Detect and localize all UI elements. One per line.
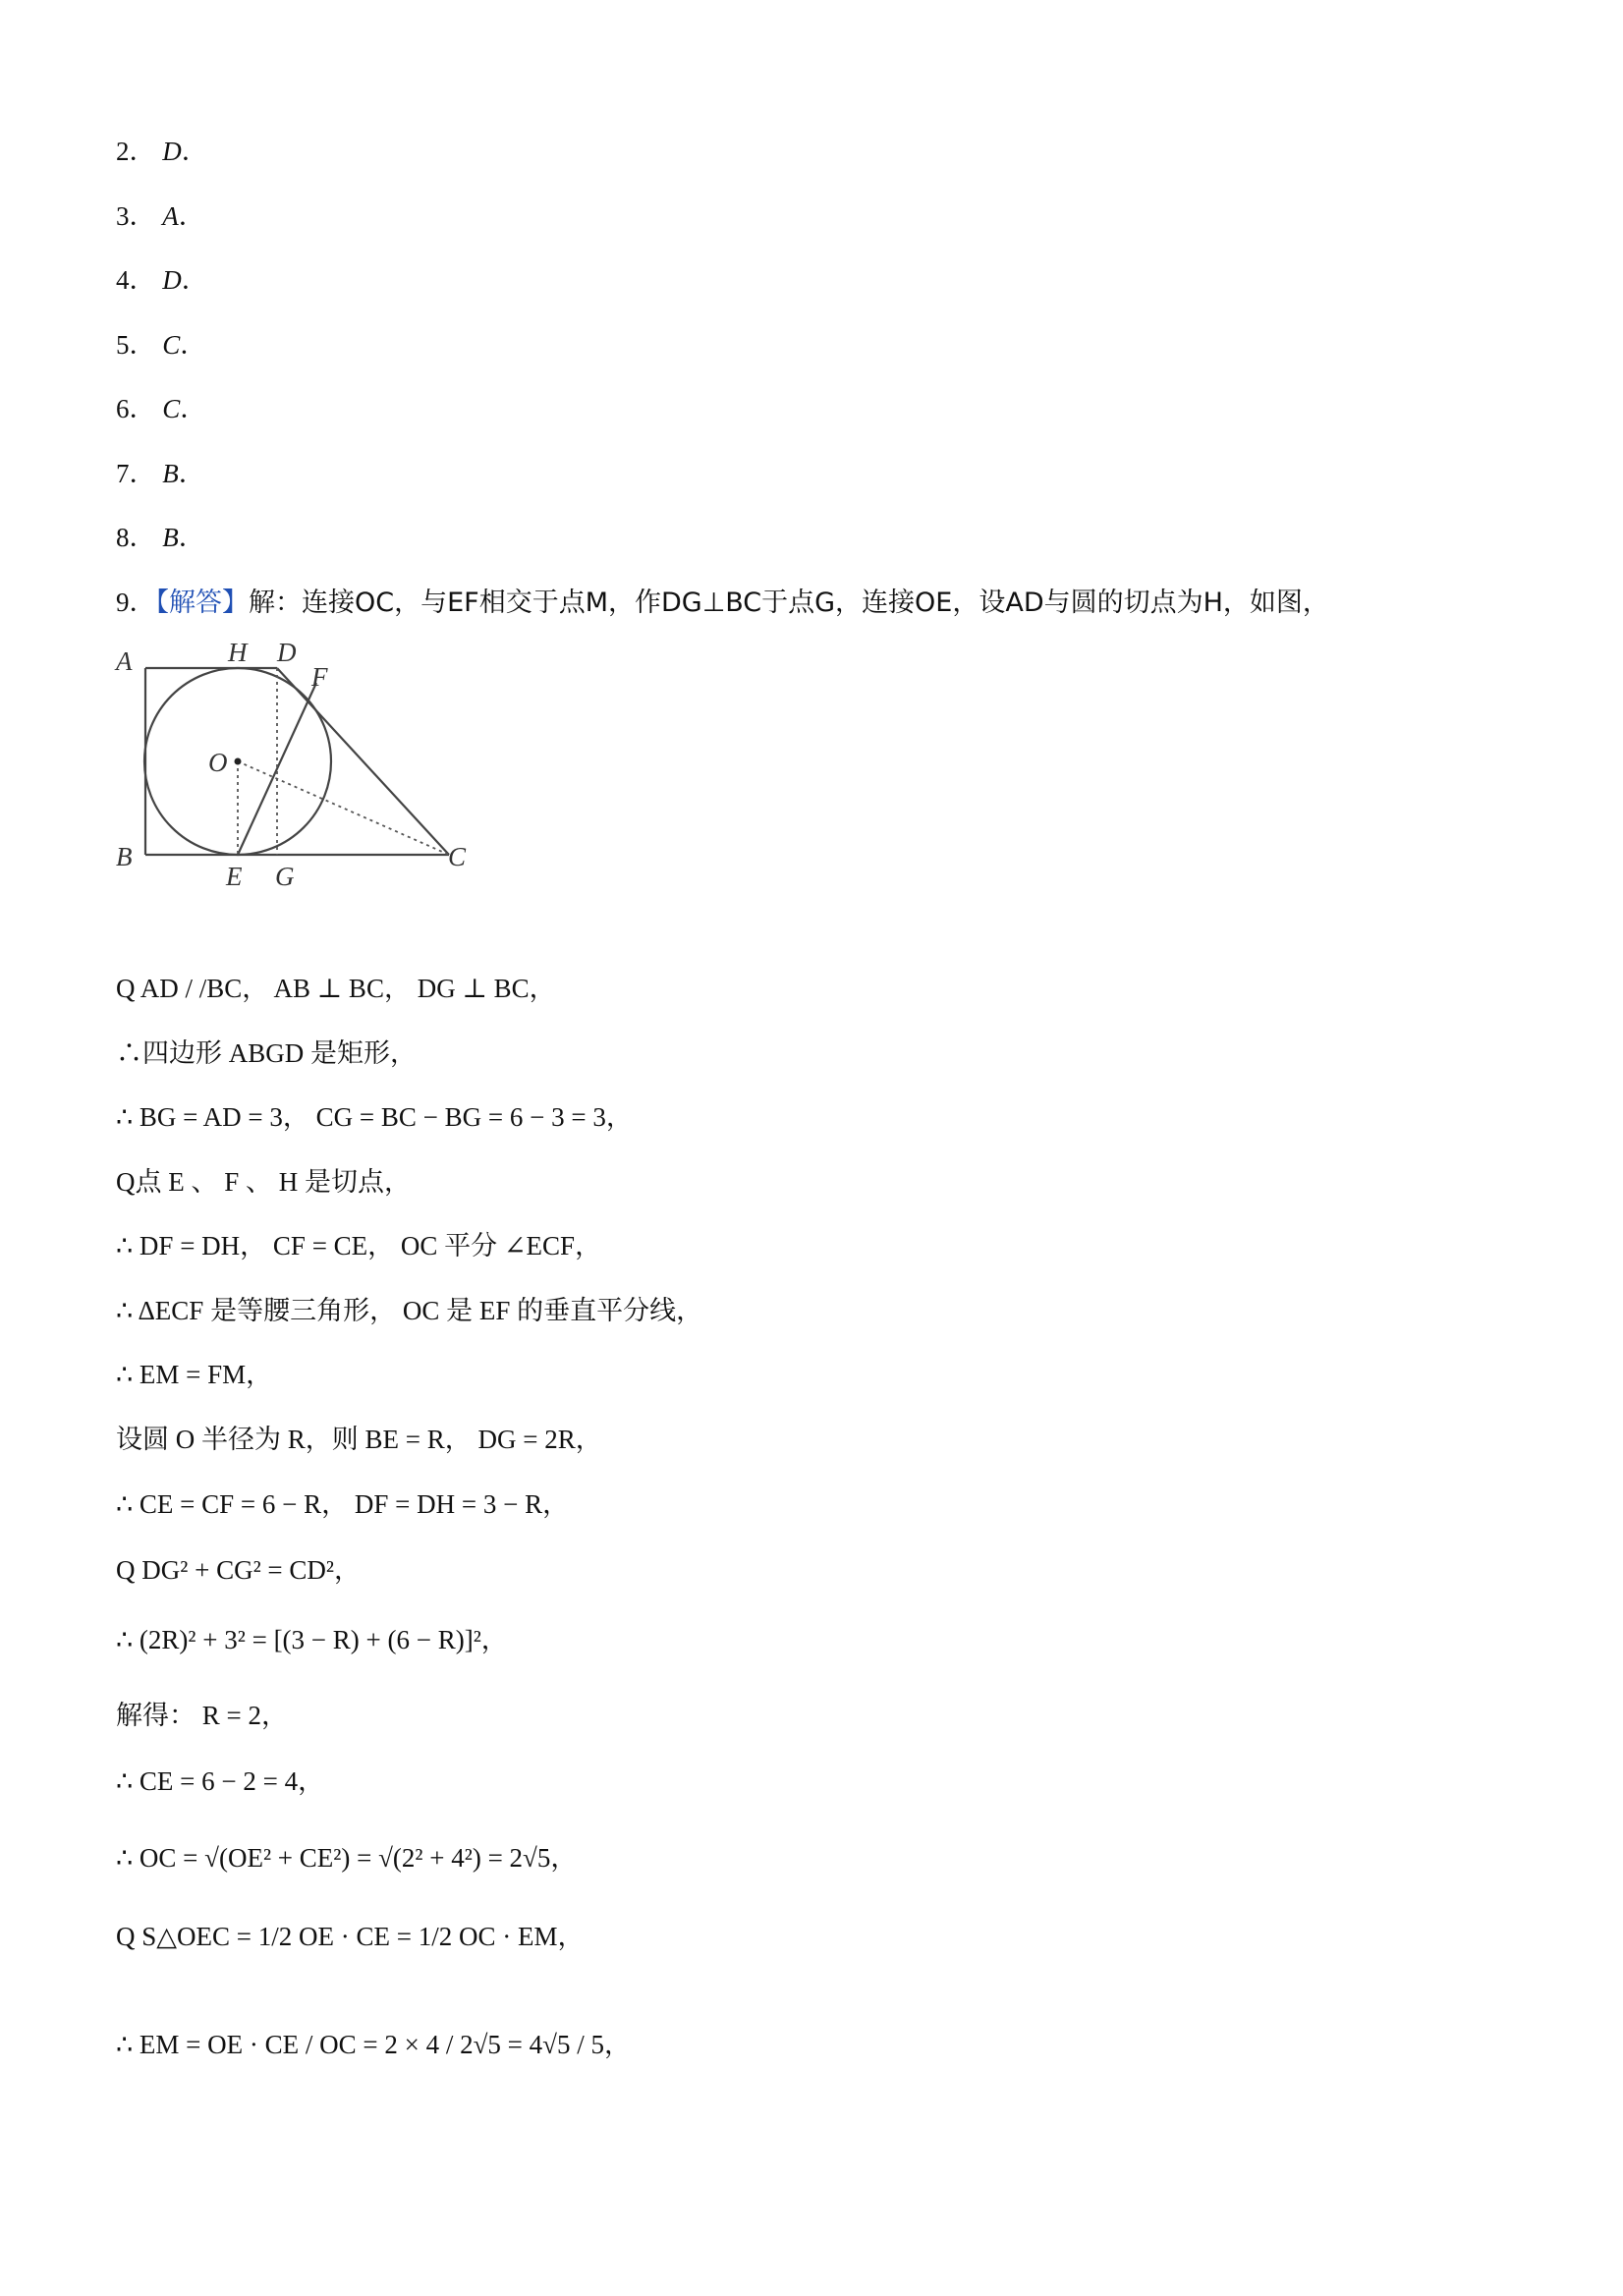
step-10: Q DG² + CG² = CD²， xyxy=(116,1555,361,1585)
step-12: 解得： R = 2， xyxy=(116,1701,288,1730)
label-g: G xyxy=(275,862,295,891)
step-13: ∴ CE = 6 − 2 = 4， xyxy=(116,1766,325,1796)
step-2: ∴四边形 ABGD 是矩形， xyxy=(116,1038,418,1068)
geometry-figure xyxy=(110,634,483,894)
answer-2: 2． D． xyxy=(116,137,208,166)
side-dc xyxy=(277,668,449,855)
label-o: O xyxy=(208,748,228,777)
segment-oc xyxy=(238,761,449,855)
label-f: F xyxy=(311,662,328,692)
center-point xyxy=(235,758,242,765)
step-4: Q点 E 、 F 、 H 是切点， xyxy=(116,1167,412,1197)
label-b: B xyxy=(116,842,133,871)
q9-tag: 【解答】 xyxy=(155,588,249,618)
answer-4: 4． D． xyxy=(116,265,208,295)
answer-7: 7． B． xyxy=(116,459,205,488)
label-d: D xyxy=(277,638,297,667)
step-16: ∴ EM = OE · CE / OC = 2 × 4 / 2√5 = 4√5 / 5， xyxy=(116,2030,631,2059)
q9-number: 9． xyxy=(116,588,156,617)
answer-8: 8． B． xyxy=(116,523,205,552)
answer-6: 6． C． xyxy=(116,394,207,423)
step-9: ∴ CE = CF = 6 − R， DF = DH = 3 − R， xyxy=(116,1489,570,1519)
q9-intro: 解：连接OC，与EF相交于点M，作DG⊥BC于点G，连接OE，设AD与圆的切点为H，如图， xyxy=(249,588,1329,618)
step-1: Q AD / /BC， AB ⊥ BC， DG ⊥ BC， xyxy=(116,974,556,1003)
q9-intro-line xyxy=(116,589,1329,616)
answer-5: 5． C． xyxy=(116,330,207,360)
label-h: H xyxy=(228,638,248,667)
step-5: ∴ DF = DH， CF = CE， OC 平分 ∠ECF， xyxy=(116,1231,602,1260)
step-6: ∴ ΔECF 是等腰三角形， OC 是 EF 的垂直平分线， xyxy=(116,1296,703,1325)
step-14: ∴ OC = √(OE² + CE²) = √(2² + 4²) = 2√5， xyxy=(116,1843,578,1873)
label-c: C xyxy=(448,842,467,871)
step-7: ∴ EM = FM， xyxy=(116,1360,273,1389)
label-e: E xyxy=(226,862,243,891)
answer-3: 3． A． xyxy=(116,201,205,231)
step-3: ∴ BG = AD = 3， CG = BC − BG = 6 − 3 = 3， xyxy=(116,1102,633,1132)
step-8: 设圆 O 半径为 R，则 BE = R， DG = 2R， xyxy=(116,1425,602,1454)
step-15: Q S△OEC = 1/2 OE · CE = 1/2 OC · EM， xyxy=(116,1922,585,1951)
step-11: ∴ (2R)² + 3² = [(3 − R) + (6 − R)]²， xyxy=(116,1625,508,1654)
label-a: A xyxy=(116,646,133,676)
